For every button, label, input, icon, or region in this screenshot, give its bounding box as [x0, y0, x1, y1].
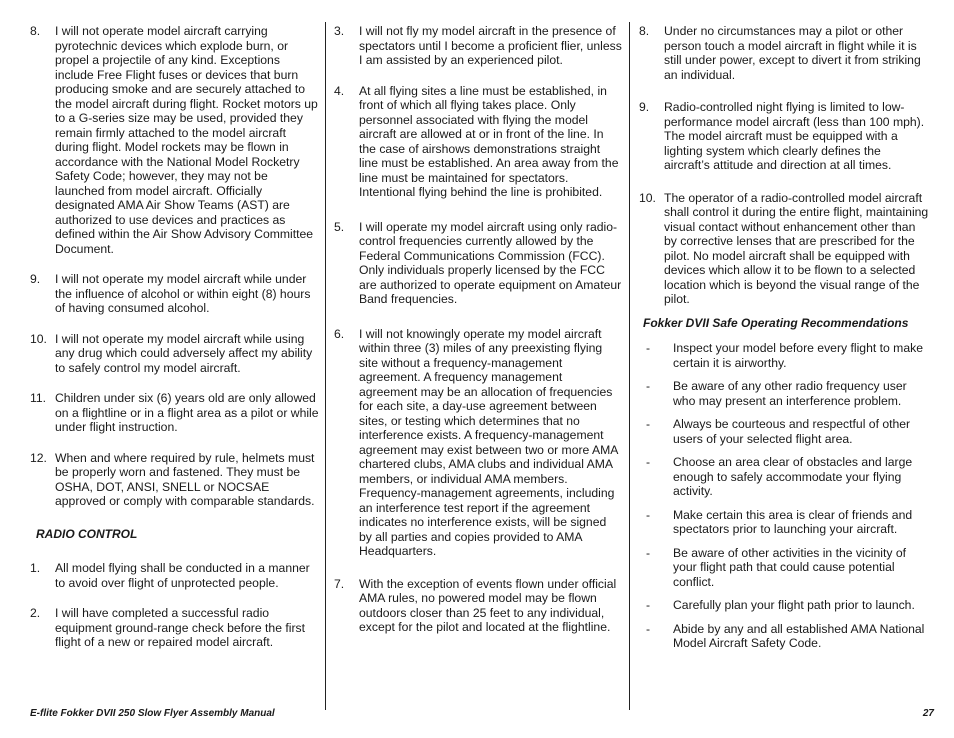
bullet-marker: -	[646, 545, 651, 560]
item-number: 12.	[30, 450, 47, 465]
item-number: 1.	[30, 561, 41, 575]
rule-item	[639, 100, 929, 173]
recommendation-item	[639, 508, 929, 537]
item-number: 9.	[639, 100, 650, 114]
rule-item	[334, 327, 622, 559]
rule-item	[30, 606, 320, 650]
item-number: 4.	[334, 83, 345, 98]
item-text: I will have completed a successful radio equipment ground-range check before the first flight of a new or repaired model aircraft.	[55, 606, 305, 649]
item-text: When and where required by rule, helmets must be properly worn and fastened. They must be OSHA, DOT, ANSI, SNELL or NOCSAE approved or comply with comparable standards.	[55, 450, 315, 508]
rule-item	[334, 84, 622, 200]
rule-item	[30, 24, 320, 256]
recommendation-text: Choose an area clear of obstacles and large enough to safely accommodate your flying activity.	[673, 455, 913, 498]
bullet-marker: -	[646, 598, 651, 612]
middle-column	[334, 24, 622, 635]
recommendation-item	[639, 598, 929, 613]
right-column	[639, 24, 929, 651]
bullet-marker: -	[646, 621, 651, 636]
safe-operating-heading: Fokker DVII Safe Operating Recommendations	[643, 315, 909, 330]
recommendation-item	[639, 546, 929, 590]
item-text: Radio-controlled night flying is limited to low-performance model aircraft (less than 100 mph). The model aircraft must be equipped with a lighting system which clearly defines the aircraft’s attitude and direction at all times.	[664, 100, 925, 172]
recommendation-item	[639, 379, 929, 408]
rule-item	[334, 24, 622, 68]
rule-item	[30, 272, 320, 316]
item-text: At all flying sites a line must be established, in front of which all flying takes place. Only personnel associated with flying the model aircraft are allowed at or in front of the line. In the case of airshows demonstrations straight line must be established. An area away from the line must be maintained for spectators. Intentional flying behind the line is prohibited.	[359, 83, 619, 199]
recommendation-text: Inspect your model before every flight to make certain it is airworthy.	[673, 341, 923, 370]
item-text: I will not operate model aircraft carrying pyrotechnic devices which explode burn, or propel a projectile of any kind. Exceptions include Free Flight fuses or devices that burn producing smoke and are securely attached to the model aircraft during flight. Rocket motors up to a G-series size may be used, provided they remain firmly attached to the model aircraft during flight. Model rockets may be flown in accordance with the National Model Rocketry Safety Code; however, they may not be launched from model aircraft. Officially designated AMA Air Show Teams (AST) are authorized to use devices and practices as defined within the Air Show Advisory Committee Document.	[55, 24, 318, 256]
recommendation-text: Be aware of other activities in the vicinity of your flight path that could cause potential conflict.	[673, 545, 907, 589]
recommendation-text: Carefully plan your flight path prior to launch.	[673, 598, 915, 612]
item-text: I will not operate my model aircraft while under the influence of alcohol or within eight (8) hours of having consumed alcohol.	[55, 272, 311, 315]
recommendation-item	[639, 455, 929, 499]
item-number: 3.	[334, 24, 345, 38]
bullet-marker: -	[646, 507, 651, 522]
rule-item	[334, 577, 622, 635]
radio-control-heading: RADIO CONTROL	[36, 526, 138, 541]
rule-item	[30, 391, 320, 435]
rule-item	[639, 191, 929, 307]
item-text: All model flying shall be conducted in a manner to avoid over flight of unprotected people.	[55, 561, 310, 590]
recommendation-text: Make certain this area is clear of friends and spectators prior to launching your aircraft.	[673, 507, 913, 536]
item-number: 5.	[334, 219, 345, 234]
bullet-marker: -	[646, 455, 651, 469]
rule-item	[30, 451, 320, 509]
item-number: 9.	[30, 272, 41, 286]
item-text: I will not operate my model aircraft while using any drug which could adversely affect my ability to safely control my model aircraft.	[55, 331, 313, 375]
item-text: Children under six (6) years old are only allowed on a flightline or in a flight area as a pilot or while under flight instruction.	[55, 391, 319, 434]
rule-item	[639, 24, 929, 82]
item-text: I will not fly my model aircraft in the presence of spectators until I become a proficient flier, unless I am assisted by an experienced pilot.	[359, 24, 622, 67]
recommendation-text: Be aware of any other radio frequency user who may present an interference problem.	[673, 379, 907, 408]
bullet-marker: -	[646, 417, 651, 431]
item-text: I will not knowingly operate my model aircraft within three (3) miles of any preexisting flying site without a frequency-management agreement. A frequency management agreement may be an allocation of frequencies for each site, a day-use agreement between sites, or testing which determines that no interference exists. A frequency-management agreement may exist between two or more AMA chartered clubs, AMA clubs and individual AMA members, or individual AMA members. Frequency-management agreements, including an interference test report if the agreement indicates no interference exists, will be signed by all parties and copies provided to AMA Headquarters.	[359, 326, 618, 558]
page-number: 27	[922, 708, 934, 719]
item-text: With the exception of events flown under official AMA rules, no powered model may be flown outdoors closer than 25 feet to any individual, except for the pilot and located at the flightline.	[359, 576, 617, 634]
recommendation-item	[639, 341, 929, 370]
item-number: 8.	[30, 24, 41, 38]
bullet-marker: -	[646, 341, 651, 355]
recommendation-text: Abide by any and all established AMA National Model Aircraft Safety Code.	[673, 621, 925, 650]
item-number: 8.	[639, 24, 650, 38]
rule-item	[30, 332, 320, 376]
item-number: 2.	[30, 606, 41, 620]
column-divider	[325, 22, 326, 710]
item-text: I will operate my model aircraft using only radio-control frequencies currently allowed by the Federal Communications Commission (FCC). Only individuals properly licensed by the FCC are authorized to operate equipment on Amateur Band frequencies.	[359, 219, 622, 306]
item-number: 10.	[30, 331, 47, 346]
rule-item	[334, 220, 622, 307]
footer-title: E-flite Fokker DVII 250 Slow Flyer Assembly Manual	[30, 708, 275, 719]
left-column	[30, 24, 320, 650]
column-divider	[629, 22, 630, 710]
item-number: 7.	[334, 576, 345, 591]
bullet-marker: -	[646, 379, 651, 393]
item-number: 6.	[334, 326, 345, 341]
item-number: 10.	[639, 190, 656, 205]
recommendation-item	[639, 622, 929, 651]
rule-item	[30, 561, 320, 590]
item-text: Under no circumstances may a pilot or other person touch a model aircraft in flight while it is still under power, except to divert it from striking an individual.	[664, 24, 921, 82]
item-number: 11.	[30, 391, 47, 405]
recommendation-item	[639, 417, 929, 446]
item-text: The operator of a radio-controlled model aircraft shall control it during the entire flight, maintaining visual contact without enhancement other than by corrective lenses that are prescribed for the pilot. No model aircraft shall be equipped with devices which allow it to be flown to a selected location which is beyond the visual range of the pilot.	[664, 190, 929, 306]
recommendation-text: Always be courteous and respectful of other users of your selected flight area.	[673, 417, 911, 446]
